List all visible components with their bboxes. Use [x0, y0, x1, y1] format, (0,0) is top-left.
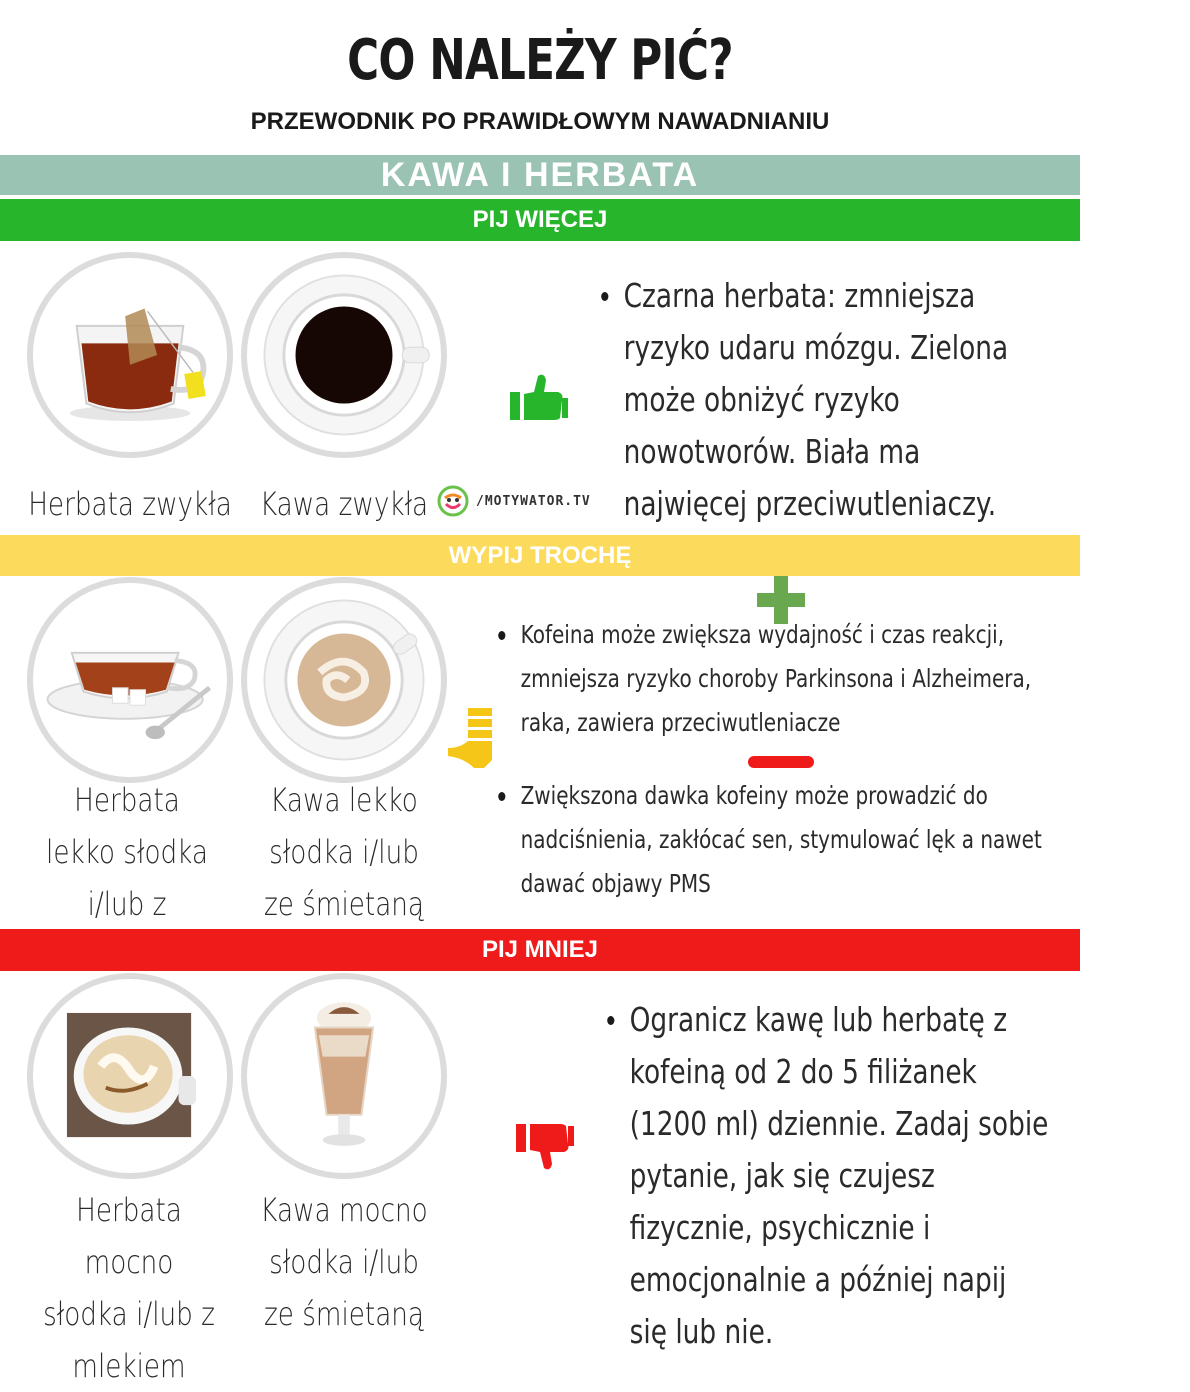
- motywator-watermark: [436, 484, 616, 518]
- section-band-less: PIJ MNIEJ: [0, 929, 1080, 971]
- thumbs-up-icon: [508, 372, 570, 422]
- thumbs-down-icon: [514, 1122, 576, 1172]
- page-subtitle: PRZEWODNIK PO PRAWIDŁOWYM NAWADNIANIU: [250, 108, 830, 135]
- page-title: CO NALEŻY PIĆ?: [347, 28, 733, 93]
- coffee-strong-label: Kawa mocno słodka i/lub ze śmietaną: [260, 1191, 428, 1333]
- plain-tea-label: Herbata zwykła: [28, 485, 232, 523]
- section-band-little: WYPIJ TROCHĘ: [0, 535, 1080, 576]
- less-description: Ogranicz kawę lub herbatę z kofeiną od 2 do 5 filiżanek (1200 ml) dziennie. Zadaj sobie pytanie, jak się czujesz fizycznie, psychicznie i emocjonalnie a później napij się lub nie.: [604, 994, 1052, 1358]
- black-coffee-label: Kawa zwykła: [259, 485, 429, 523]
- little-pros-list: [495, 613, 1190, 745]
- frappe-image: [241, 973, 447, 1179]
- milk-tea-image: [27, 973, 233, 1179]
- category-band: KAWA I HERBATA: [0, 155, 1080, 195]
- plain-tea-image: [27, 252, 233, 458]
- thumb-sideways-icon: [444, 708, 496, 770]
- black-coffee-image: [241, 252, 447, 458]
- watermark-text: /MOTYWATOR.TV: [476, 493, 591, 509]
- minus-icon: [748, 756, 814, 768]
- tea-with-sugar-image: [27, 577, 233, 783]
- tea-strong-label: Herbata mocno słodka i/lub z mlekiem: [43, 1191, 215, 1385]
- more-description: Czarna herbata: zmniejsza ryzyko udaru mózgu. Zielona może obniżyć ryzyko nowotworów. Biała ma najwięcej przeciwutleniaczy.: [598, 270, 1046, 582]
- section-band-more: PIJ WIĘCEJ: [0, 199, 1080, 241]
- motywator-logo-icon: [436, 484, 470, 518]
- coffee-light-label: Kawa lekko słodka i/lub ze śmietaną: [263, 781, 425, 923]
- little-cons: Zwiększona dawka kofeiny może prowadzić do nadciśnienia, zakłócać sen, stymulować lęk a nawet dawać objawy PMS: [495, 774, 1051, 906]
- tea-light-label: Herbata lekko słodka i/lub z: [46, 781, 208, 923]
- little-pros: Kofeina może zwiększa wydajność i czas reakcji, zmniejsza ryzyko choroby Parkinsona i Alzheimera, raka, zawiera przeciwutleniacze: [495, 613, 1051, 745]
- less-description-list: [604, 994, 1164, 1358]
- little-cons-list: [495, 774, 1190, 906]
- latte-image: [241, 577, 447, 783]
